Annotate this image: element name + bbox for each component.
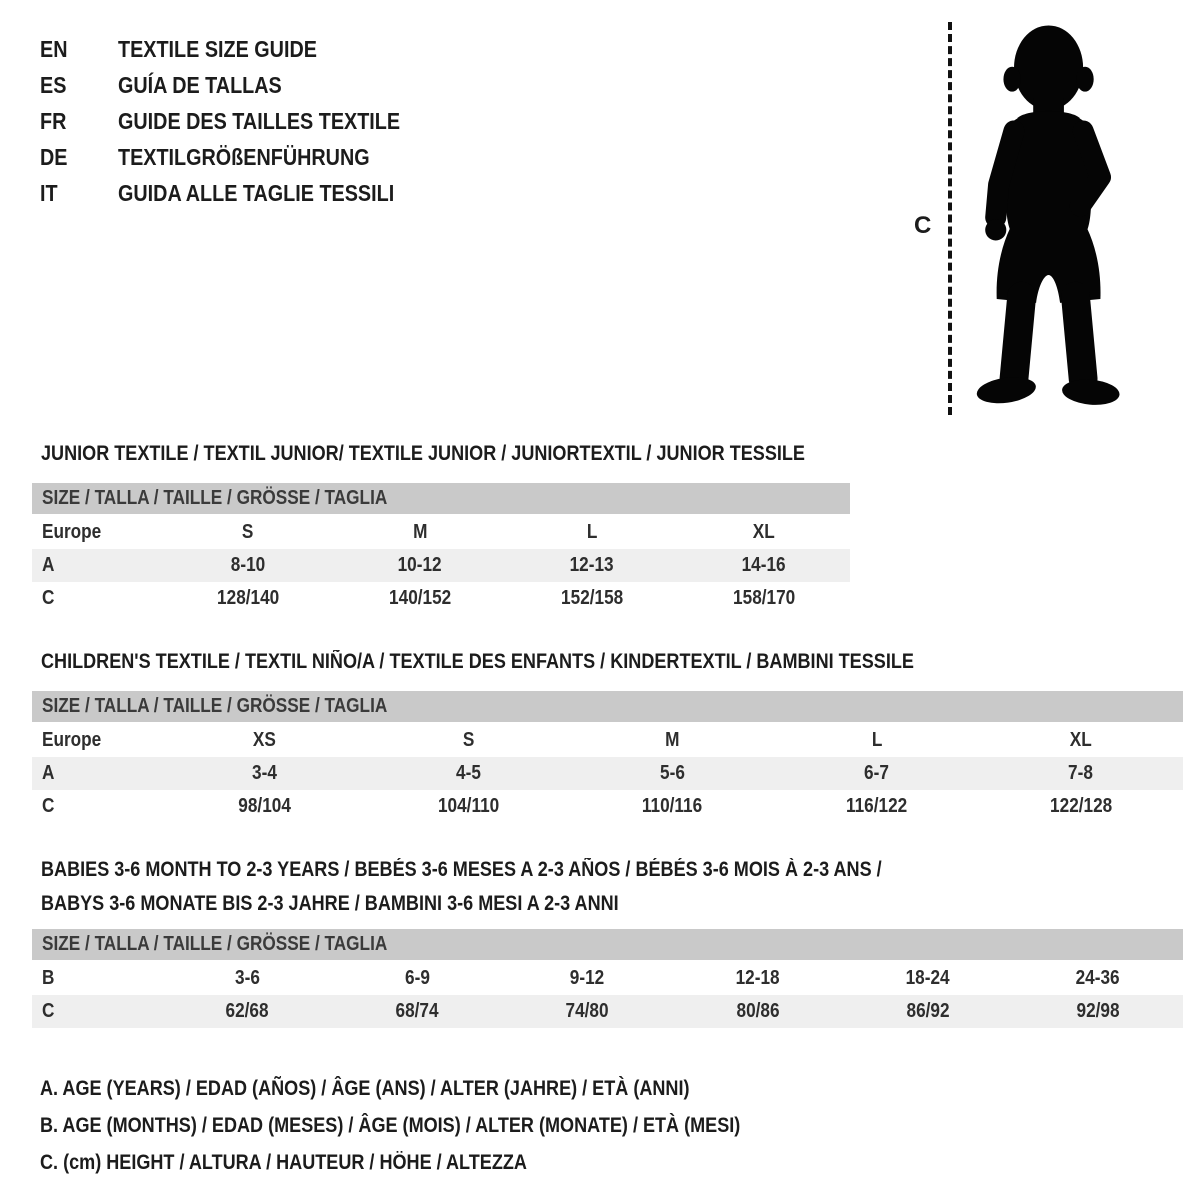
language-row bbox=[40, 31, 446, 67]
cell-value: XL bbox=[1069, 729, 1092, 751]
value-cell bbox=[979, 762, 1183, 785]
value-cell bbox=[162, 587, 334, 610]
value-cell bbox=[678, 521, 850, 544]
value-cell bbox=[678, 554, 850, 577]
height-measure-label: C bbox=[914, 212, 932, 239]
size-table bbox=[32, 691, 1183, 823]
section-heading bbox=[32, 853, 1183, 887]
value-cell bbox=[775, 795, 979, 818]
value-cell bbox=[366, 762, 570, 785]
row-label: Europe bbox=[42, 521, 102, 543]
size-table bbox=[32, 483, 850, 615]
row-label-cell bbox=[32, 554, 162, 577]
language-code: IT bbox=[40, 180, 58, 206]
value-cell bbox=[334, 521, 506, 544]
value-cell bbox=[506, 521, 678, 544]
row-label-cell bbox=[32, 1000, 162, 1023]
value-cell bbox=[162, 554, 334, 577]
cell-value: 12-13 bbox=[570, 554, 614, 576]
cell-value: 24-36 bbox=[1075, 967, 1120, 989]
table-row bbox=[32, 516, 850, 549]
size-table bbox=[32, 929, 1183, 1028]
value-cell bbox=[843, 1000, 1013, 1023]
value-cell bbox=[334, 554, 506, 577]
value-cell bbox=[1013, 967, 1183, 990]
value-cell bbox=[162, 1000, 332, 1023]
language-title-list bbox=[40, 31, 446, 211]
size-table-header-bar bbox=[32, 483, 850, 514]
cell-value: 68/74 bbox=[395, 1000, 439, 1022]
cell-value: 3-6 bbox=[234, 967, 260, 989]
value-cell bbox=[366, 729, 570, 752]
row-label-cell bbox=[32, 521, 162, 544]
value-cell bbox=[502, 967, 672, 990]
cell-value: 6-7 bbox=[864, 762, 890, 784]
cell-value: S bbox=[462, 729, 475, 751]
cell-value: 14-16 bbox=[742, 554, 786, 576]
table-row bbox=[32, 757, 1183, 790]
cell-value: 104/110 bbox=[437, 795, 499, 817]
table-row bbox=[32, 549, 850, 582]
language-code: EN bbox=[40, 36, 68, 62]
cell-value: 4-5 bbox=[455, 762, 481, 784]
legend-line bbox=[40, 1144, 854, 1181]
cell-value: XS bbox=[252, 729, 276, 751]
cell-value: 9-12 bbox=[570, 967, 605, 989]
language-title: GUÍA DE TALLAS bbox=[118, 72, 282, 98]
cell-value: L bbox=[586, 521, 598, 543]
value-cell bbox=[506, 554, 678, 577]
table-row bbox=[32, 790, 1183, 823]
value-cell bbox=[570, 795, 774, 818]
size-table-header-text: SIZE / TALLA / TAILLE / GRÖSSE / TAGLIA bbox=[42, 933, 388, 955]
cell-value: 140/152 bbox=[388, 587, 452, 609]
row-label: A bbox=[42, 554, 55, 576]
value-cell bbox=[1013, 1000, 1183, 1023]
section-junior-textile bbox=[32, 437, 850, 615]
language-code: FR bbox=[40, 108, 67, 134]
section-childrens-textile bbox=[32, 645, 1183, 823]
row-label: Europe bbox=[42, 729, 102, 751]
value-cell bbox=[979, 729, 1183, 752]
legend-line-text: C. (cm) HEIGHT / ALTURA / HAUTEUR / HÖHE / ALTEZZA bbox=[40, 1151, 527, 1174]
legend-line bbox=[40, 1070, 854, 1107]
cell-value: 116/122 bbox=[846, 795, 908, 817]
value-cell bbox=[678, 587, 850, 610]
table-row bbox=[32, 962, 1183, 995]
cell-value: 18-24 bbox=[905, 967, 950, 989]
row-label-cell bbox=[32, 795, 162, 818]
size-table-header-bar bbox=[32, 929, 1183, 960]
cell-value: L bbox=[871, 729, 882, 751]
value-cell bbox=[162, 967, 332, 990]
cell-value: 12-18 bbox=[735, 967, 780, 989]
cell-value: M bbox=[412, 521, 428, 543]
table-row bbox=[32, 995, 1183, 1028]
cell-value: 62/68 bbox=[225, 1000, 269, 1022]
cell-value: 80/86 bbox=[736, 1000, 780, 1022]
section-babies-textile bbox=[32, 853, 1183, 1028]
cell-value: 6-9 bbox=[404, 967, 430, 989]
value-cell bbox=[673, 1000, 843, 1023]
language-row bbox=[40, 175, 446, 211]
language-title: GUIDA ALLE TAGLIE TESSILI bbox=[118, 180, 395, 206]
row-label-cell bbox=[32, 729, 162, 752]
row-label-cell bbox=[32, 967, 162, 990]
language-row bbox=[40, 67, 446, 103]
row-label: C bbox=[42, 795, 55, 817]
value-cell bbox=[843, 967, 1013, 990]
value-cell bbox=[332, 967, 502, 990]
cell-value: 10-12 bbox=[398, 554, 442, 576]
value-cell bbox=[334, 587, 506, 610]
row-label: C bbox=[42, 1000, 55, 1022]
legend-line bbox=[40, 1107, 854, 1144]
cell-value: 128/140 bbox=[216, 587, 280, 609]
value-cell bbox=[162, 729, 366, 752]
value-cell bbox=[162, 762, 366, 785]
row-label: C bbox=[42, 587, 55, 609]
size-table-header-text: SIZE / TALLA / TAILLE / GRÖSSE / TAGLIA bbox=[42, 487, 388, 509]
height-measure-figure bbox=[900, 0, 1200, 430]
cell-value: S bbox=[242, 521, 254, 543]
value-cell bbox=[570, 762, 774, 785]
cell-value: 8-10 bbox=[230, 554, 266, 576]
language-title: TEXTILGRÖßENFÜHRUNG bbox=[118, 144, 370, 170]
section-heading bbox=[32, 437, 850, 471]
section-heading-text: CHILDREN'S TEXTILE / TEXTIL NIÑO/A / TEXTILE DES ENFANTS / KINDERTEXTIL / BAMBINI TESSILE bbox=[41, 650, 914, 673]
cell-value: 158/170 bbox=[732, 587, 796, 609]
value-cell bbox=[979, 795, 1183, 818]
language-row bbox=[40, 103, 446, 139]
row-label-cell bbox=[32, 587, 162, 610]
size-table-header-text: SIZE / TALLA / TAILLE / GRÖSSE / TAGLIA bbox=[42, 695, 388, 717]
language-code: ES bbox=[40, 72, 67, 98]
language-title: GUIDE DES TAILLES TEXTILE bbox=[118, 108, 401, 134]
value-cell bbox=[775, 762, 979, 785]
cell-value: 92/98 bbox=[1076, 1000, 1120, 1022]
section-heading bbox=[32, 645, 1183, 679]
value-cell bbox=[332, 1000, 502, 1023]
cell-value: 152/158 bbox=[560, 587, 624, 609]
section-heading-text: JUNIOR TEXTILE / TEXTIL JUNIOR/ TEXTILE JUNIOR / JUNIORTEXTIL / JUNIOR TESSILE bbox=[41, 442, 805, 465]
language-code: DE bbox=[40, 144, 68, 170]
value-cell bbox=[570, 729, 774, 752]
legend-line-text: B. AGE (MONTHS) / EDAD (MESES) / ÂGE (MOIS) / ALTER (MONATE) / ETÀ (MESI) bbox=[40, 1114, 741, 1137]
cell-value: 98/104 bbox=[237, 795, 291, 817]
value-cell bbox=[366, 795, 570, 818]
cell-value: 74/80 bbox=[565, 1000, 609, 1022]
section-heading bbox=[32, 887, 1183, 921]
value-cell bbox=[502, 1000, 672, 1023]
cell-value: 110/116 bbox=[642, 795, 703, 817]
section-heading-text: BABYS 3-6 MONATE BIS 2-3 JAHRE / BAMBINI 3-6 MESI A 2-3 ANNI bbox=[41, 892, 619, 915]
row-label-cell bbox=[32, 762, 162, 785]
cell-value: 3-4 bbox=[251, 762, 277, 784]
language-row bbox=[40, 139, 446, 175]
table-row bbox=[32, 724, 1183, 757]
row-label: B bbox=[42, 967, 55, 989]
cell-value: 5-6 bbox=[660, 762, 685, 784]
table-row bbox=[32, 582, 850, 615]
cell-value: 86/92 bbox=[906, 1000, 950, 1022]
size-table-header-bar bbox=[32, 691, 1183, 722]
value-cell bbox=[775, 729, 979, 752]
value-cell bbox=[162, 795, 366, 818]
cell-value: 7-8 bbox=[1068, 762, 1094, 784]
value-cell bbox=[673, 967, 843, 990]
cell-value: 122/128 bbox=[1049, 795, 1112, 817]
section-heading-text: BABIES 3-6 MONTH TO 2-3 YEARS / BEBÉS 3-6 MESES A 2-3 AÑOS / BÉBÉS 3-6 MOIS À 2-3 ANS / bbox=[41, 858, 882, 881]
toddler-silhouette-icon bbox=[966, 16, 1134, 416]
height-dashed-line bbox=[948, 22, 952, 415]
value-cell bbox=[162, 521, 334, 544]
cell-value: M bbox=[665, 729, 680, 751]
value-cell bbox=[506, 587, 678, 610]
legend-line-text: A. AGE (YEARS) / EDAD (AÑOS) / ÂGE (ANS) / ALTER (JAHRE) / ETÀ (ANNI) bbox=[40, 1077, 690, 1100]
measurement-legend bbox=[40, 1070, 854, 1181]
language-title: TEXTILE SIZE GUIDE bbox=[118, 36, 317, 62]
cell-value: XL bbox=[753, 521, 775, 543]
row-label: A bbox=[42, 762, 55, 784]
